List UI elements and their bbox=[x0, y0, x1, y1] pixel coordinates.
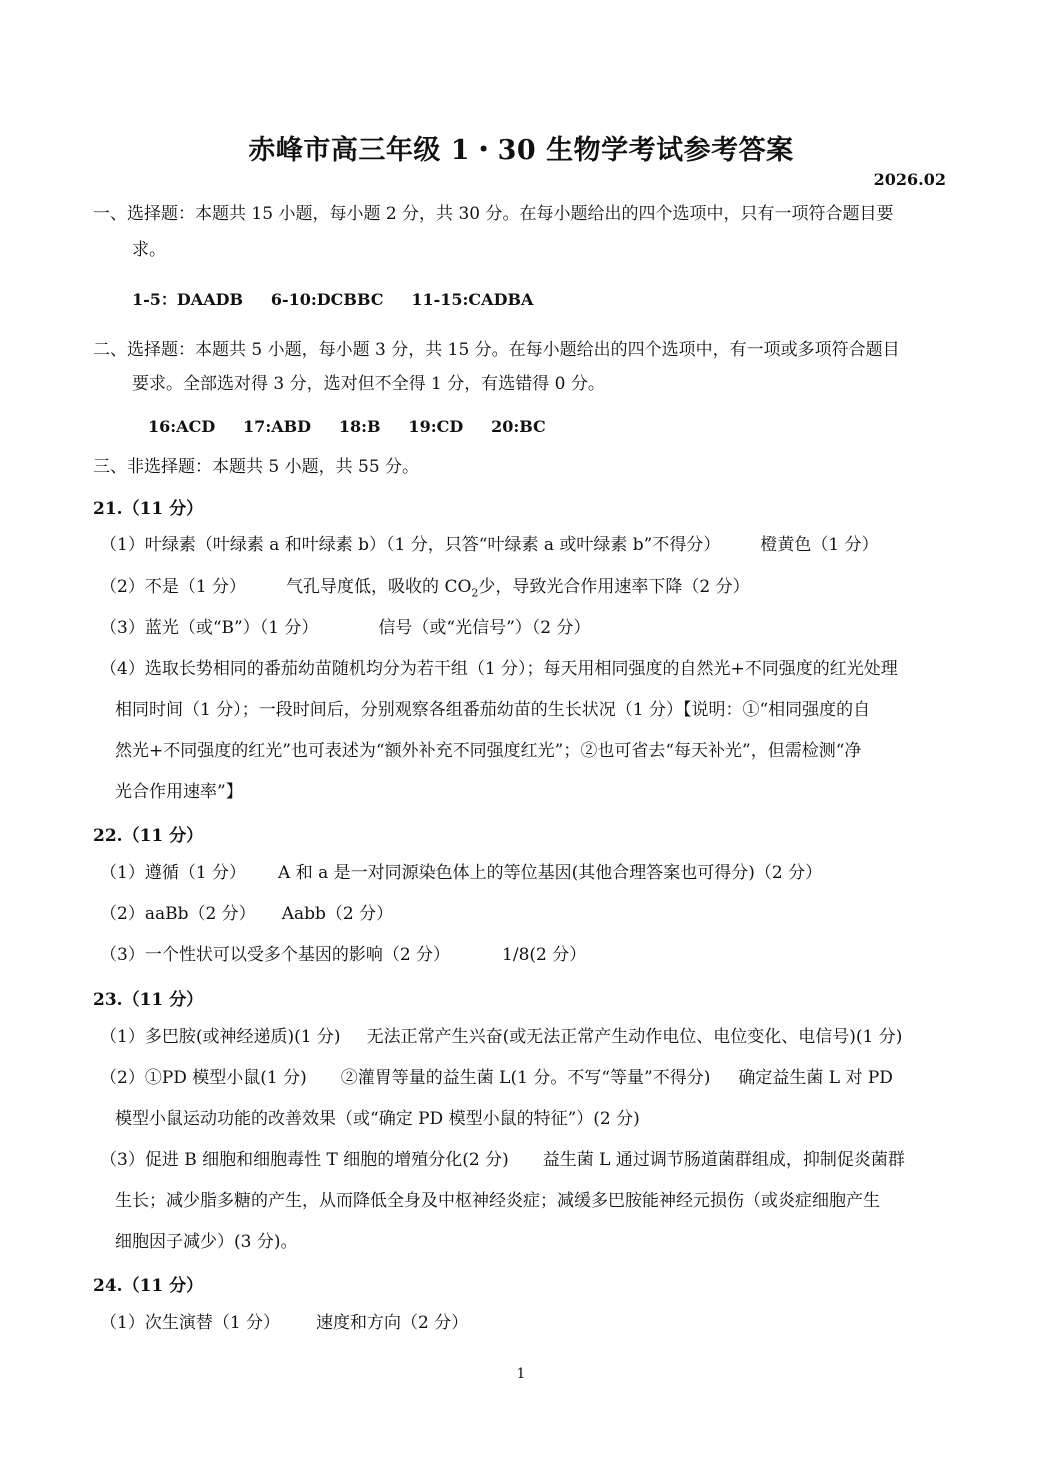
q21-heading: 21.（11 分） bbox=[93, 499, 204, 519]
q21-answer-1-extra: 橙黄色（1 分） bbox=[760, 535, 879, 555]
q23-answer-3-part2: 益生菌 L 通过调节肠道菌群组成，抑制促炎菌群 bbox=[542, 1150, 905, 1170]
document-date: 2026.02 bbox=[873, 170, 946, 189]
q21-answer-1-text: （1）叶绿素（叶绿素 a 和叶绿素 b）（1 分，只答“叶绿素 a 或叶绿素 b”不得分） bbox=[100, 535, 721, 555]
q23-answer-2-line1 bbox=[100, 1061, 960, 1095]
section3-heading: 三、非选择题：本题共 5 小题，共 55 分。 bbox=[93, 457, 420, 477]
q22-answer-3-extra: 1/8(2 分） bbox=[502, 945, 587, 965]
q21-answer-3 bbox=[100, 611, 960, 645]
q23-answer-3-part1: （3）促进 B 细胞和细胞毒性 T 细胞的增殖分化(2 分) bbox=[100, 1150, 509, 1170]
q23-answer-3-line2: 生长；减少脂多糖的产生，从而降低全身及中枢神经炎症；减缓多巴胺能神经元损伤（或炎症细胞产生 bbox=[115, 1191, 880, 1211]
q21-answer-3-extra: 信号（或“光信号”）（2 分） bbox=[378, 618, 591, 638]
q21-answer-2-text: （2）不是（1 分） bbox=[100, 577, 247, 597]
section1-heading-line2: 求。 bbox=[132, 240, 166, 260]
section2-answers: 16:ACD 17:ABD 18:B 19:CD 20:BC bbox=[148, 417, 546, 436]
q21-answer-4-line2: 相同时间（1 分）；一段时间后，分别观察各组番茄幼苗的生长状况（1 分）【说明：①“相同强度的自 bbox=[115, 700, 871, 720]
q22-answer-3-text: （3）一个性状可以受多个基因的影响（2 分） bbox=[100, 945, 451, 965]
q21-answer-3-text: （3）蓝光（或“B”）（1 分） bbox=[100, 618, 319, 638]
section2-heading-line2: 要求。全部选对得 3 分，选对但不全得 1 分，有选错得 0 分。 bbox=[132, 374, 605, 394]
section1-heading-line1: 一、选择题：本题共 15 小题，每小题 2 分，共 30 分。在每小题给出的四个选项中，只有一项符合题目要 bbox=[93, 204, 894, 224]
q21-answer-2-extra-pre: 气孔导度低，吸收的 CO bbox=[286, 577, 472, 597]
q21-answer-1 bbox=[100, 528, 960, 562]
q23-answer-3-line3: 细胞因子减少）(3 分)。 bbox=[115, 1232, 298, 1252]
q22-answer-2-text: （2）aaBb（2 分） bbox=[100, 904, 256, 924]
q22-answer-1 bbox=[100, 856, 960, 890]
q22-heading: 22.（11 分） bbox=[93, 826, 204, 846]
q23-answer-2-part1: （2）①PD 模型小鼠(1 分) bbox=[100, 1068, 307, 1088]
q23-answer-2-line2: 模型小鼠运动功能的改善效果（或“确定 PD 模型小鼠的特征”）(2 分) bbox=[115, 1109, 640, 1129]
q23-heading: 23.（11 分） bbox=[93, 990, 204, 1010]
q22-answer-2 bbox=[100, 897, 960, 931]
q22-answer-3 bbox=[100, 938, 960, 972]
q21-answer-4-line1: （4）选取长势相同的番茄幼苗随机均分为若干组（1 分）；每天用相同强度的自然光+不同强度的红光处理 bbox=[100, 659, 898, 679]
section1-answers: 1-5：DAADB 6-10:DCBBC 11-15:CADBA bbox=[132, 290, 534, 309]
q21-answer-4-line4: 光合作用速率”】 bbox=[115, 782, 243, 802]
section2-heading-line1: 二、选择题：本题共 5 小题，每小题 3 分，共 15 分。在每小题给出的四个选项中，有一项或多项符合题目 bbox=[93, 340, 900, 360]
q21-answer-2-extra-post: 少，导致光合作用速率下降（2 分） bbox=[478, 577, 750, 597]
q24-answer-1-extra: 速度和方向（2 分） bbox=[316, 1313, 469, 1333]
q23-answer-2-part3: 确定益生菌 L 对 PD bbox=[738, 1068, 893, 1088]
page-number: 1 bbox=[516, 1366, 526, 1382]
q21-answer-4-line3: 然光+不同强度的红光”也可表述为“额外补充不同强度红光”；②也可省去“每天补光”，但需检测“净 bbox=[115, 741, 862, 761]
q22-answer-1-text: （1）遵循（1 分） bbox=[100, 863, 247, 883]
q24-answer-1 bbox=[100, 1306, 960, 1340]
q22-answer-1-extra: A 和 a 是一对同源染色体上的等位基因(其他合理答案也可得分)（2 分） bbox=[278, 863, 823, 883]
q23-answer-1 bbox=[100, 1020, 960, 1054]
document-title: 赤峰市高三年级 1・30 生物学考试参考答案 bbox=[248, 135, 794, 166]
q24-answer-1-text: （1）次生演替（1 分） bbox=[100, 1313, 281, 1333]
q23-answer-1-extra: 无法正常产生兴奋(或无法正常产生动作电位、电位变化、电信号)(1 分) bbox=[366, 1027, 903, 1047]
q23-answer-3-line1 bbox=[100, 1143, 960, 1177]
q22-answer-2-extra: Aabb（2 分） bbox=[281, 904, 394, 924]
q21-answer-2-extra-sub: 2 bbox=[471, 586, 479, 600]
q21-answer-2 bbox=[100, 570, 960, 610]
q23-answer-2-part2: ②灌胃等量的益生菌 L(1 分。不写“等量”不得分) bbox=[340, 1068, 711, 1088]
q23-answer-1-text: （1）多巴胺(或神经递质)(1 分) bbox=[100, 1027, 341, 1047]
q24-heading: 24.（11 分） bbox=[93, 1276, 204, 1296]
